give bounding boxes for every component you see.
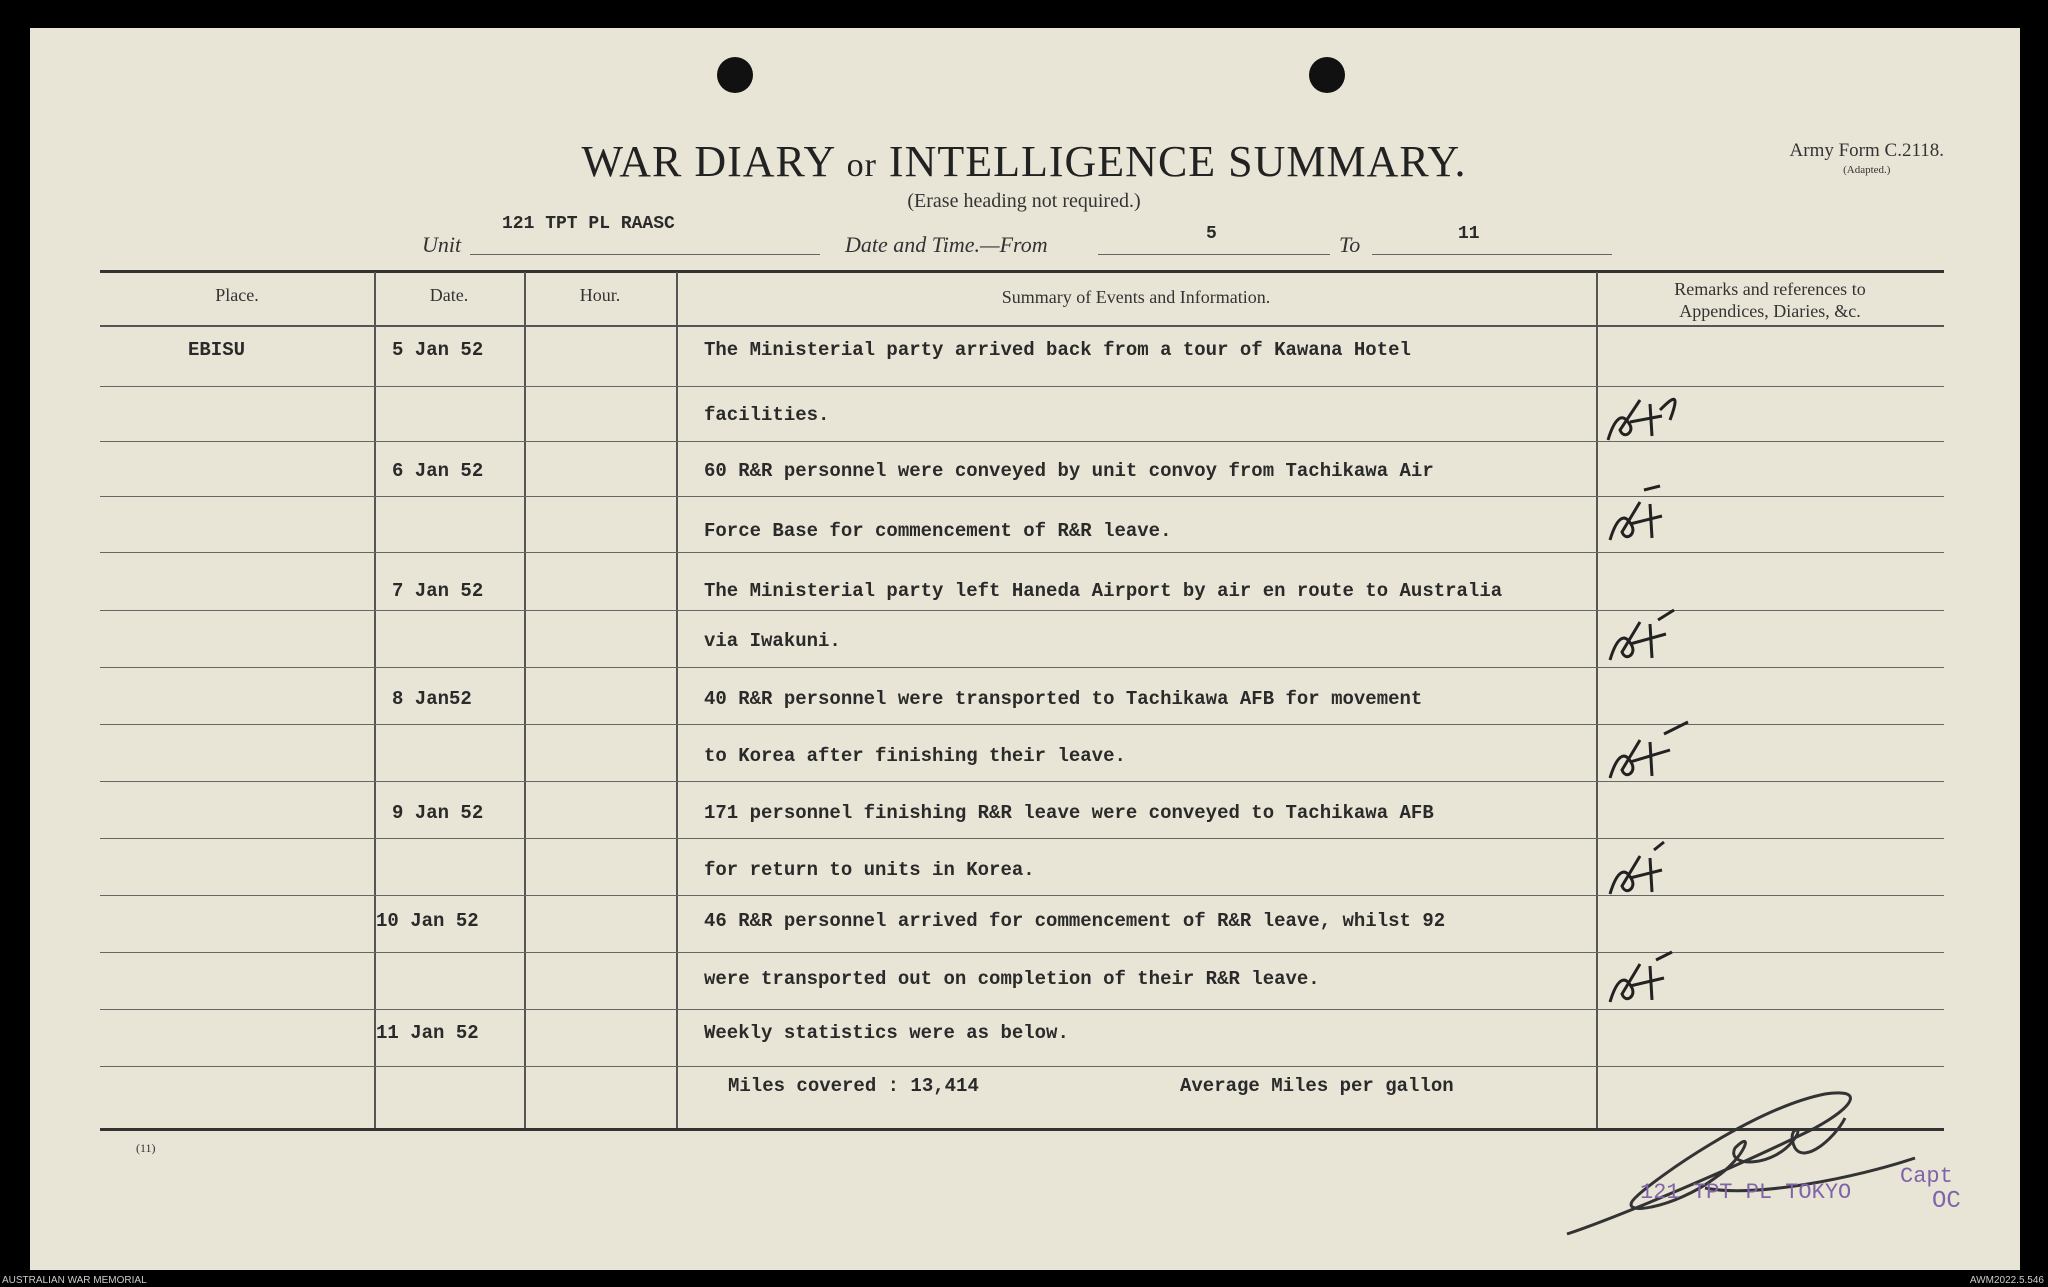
table-row-text: 171 personnel finishing R&R leave were conveyed to Tachikawa AFB xyxy=(704,802,1434,824)
header-place: Place. xyxy=(215,285,259,305)
row-line xyxy=(100,1066,1944,1067)
initials-mark xyxy=(1604,946,1684,1008)
table-row-text: Force Base for commencement of R&R leave. xyxy=(704,520,1172,542)
title-part1: WAR DIARY xyxy=(581,137,835,186)
initials-mark xyxy=(1604,600,1684,670)
initials-mark xyxy=(1604,716,1694,786)
table-row-text: facilities. xyxy=(704,404,830,426)
to-label: To xyxy=(1339,232,1361,257)
stamp-role: OC xyxy=(1932,1188,1961,1215)
form-code: (11) xyxy=(136,1141,156,1155)
table-row-text: The Ministerial party arrived back from a tour of Kawana Hotel xyxy=(704,339,1411,361)
header-remarks xyxy=(1596,278,1944,322)
table-row-text: 46 R&R personnel arrived for commencement of R&R leave, whilst 92 xyxy=(704,910,1446,932)
title-or: or xyxy=(846,147,877,184)
unit-value: 121 TPT PL RAASC xyxy=(502,214,675,234)
punch-hole-left xyxy=(717,57,753,93)
stamp-unit: 121 TPT PL TOKYO xyxy=(1640,1180,1852,1205)
table-row-date: 6 Jan 52 xyxy=(392,460,484,482)
column-divider-hour xyxy=(676,272,678,1128)
row-line xyxy=(100,1009,1944,1010)
unit-underline xyxy=(470,254,820,255)
unit-stamp xyxy=(1640,1180,1851,1205)
table-row-text: via Iwakuni. xyxy=(704,630,841,652)
stats-miles: Miles covered : 13,414 xyxy=(728,1075,979,1097)
initials-mark xyxy=(1600,380,1690,450)
table-row-text: The Ministerial party left Haneda Airport by air en route to Australia xyxy=(704,580,1503,602)
header-remarks-line1: Remarks and references to xyxy=(1674,279,1866,299)
header-hour: Hour. xyxy=(579,285,621,305)
document-title xyxy=(0,136,2048,187)
row-line xyxy=(100,552,1944,553)
column-divider-date xyxy=(524,272,526,1128)
table-row-date: 10 Jan 52 xyxy=(376,910,479,932)
header-date: Date. xyxy=(429,285,469,305)
from-underline xyxy=(1098,254,1330,255)
column-divider-summary xyxy=(1596,272,1598,1128)
form-adapted: (Adapted.) xyxy=(1843,164,1891,176)
header-divider xyxy=(100,325,1944,327)
table-row-date: 11 Jan 52 xyxy=(376,1022,479,1044)
table-row-text: to Korea after finishing their leave. xyxy=(704,745,1126,767)
form-number: Army Form C.2118. xyxy=(1789,140,1944,161)
army-form-number xyxy=(1790,140,1944,176)
table-row-date: 5 Jan 52 xyxy=(392,339,484,361)
table-row-text: 60 R&R personnel were conveyed by unit convoy from Tachikawa Air xyxy=(704,460,1434,482)
stats-mpg: Average Miles per gallon xyxy=(1180,1075,1454,1097)
to-value: 11 xyxy=(1458,224,1480,244)
table-row-text: 40 R&R personnel were transported to Tachikawa AFB for movement xyxy=(704,688,1423,710)
credit-right: AWM2022.5.546 xyxy=(1969,1275,2044,1286)
table-row-place: EBISU xyxy=(188,339,246,361)
table-row-text: were transported out on completion of their R&R leave. xyxy=(704,968,1320,990)
table-row-date: 7 Jan 52 xyxy=(392,580,484,602)
table-row-date: 8 Jan52 xyxy=(392,688,472,710)
table-row-text: for return to units in Korea. xyxy=(704,859,1035,881)
table-row-text: Weekly statistics were as below. xyxy=(704,1022,1069,1044)
date-time-label: Date and Time.—From xyxy=(845,232,1048,257)
document-subtitle: (Erase heading not required.) xyxy=(907,190,1141,212)
header-summary: Summary of Events and Information. xyxy=(1001,287,1271,307)
initials-mark xyxy=(1604,834,1674,904)
stamp-rank: Capt xyxy=(1900,1164,1953,1189)
punch-hole-right xyxy=(1309,57,1345,93)
header-remarks-line2: Appendices, Diaries, &c. xyxy=(1679,301,1861,321)
initials-mark xyxy=(1604,480,1674,550)
credit-left: AUSTRALIAN WAR MEMORIAL xyxy=(2,1275,147,1286)
to-underline xyxy=(1372,254,1612,255)
column-divider-place xyxy=(374,272,376,1128)
unit-label: Unit xyxy=(422,232,462,257)
table-top-border xyxy=(100,270,1944,273)
title-part2: INTELLIGENCE SUMMARY. xyxy=(888,137,1467,186)
from-value: 5 xyxy=(1206,224,1217,244)
signature xyxy=(1555,1068,1925,1244)
table-row-date: 9 Jan 52 xyxy=(392,802,484,824)
